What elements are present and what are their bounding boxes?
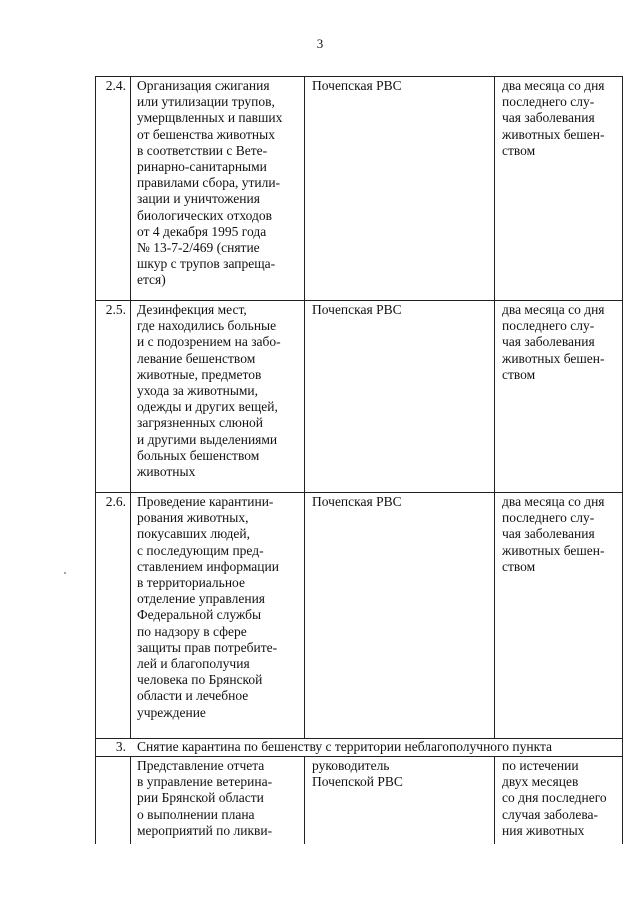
row-executor: руководитель Почепской РВС — [312, 758, 403, 790]
column-divider-3-lower — [494, 756, 495, 844]
section-title: Снятие карантина по бешенству с территории неблагополучного пункта — [137, 739, 552, 754]
row-number: 2.4. — [105, 78, 126, 93]
table-border-right — [622, 76, 623, 844]
row-term: по истечении двух месяцев со дня последнего случая заболева- ния животных — [502, 758, 607, 838]
table-border-top — [95, 76, 623, 77]
section-number: 3. — [115, 739, 126, 754]
column-divider-3 — [494, 76, 495, 738]
row-number: 2.5. — [105, 302, 126, 317]
column-divider-2 — [304, 76, 305, 738]
row-term: два месяца со дня последнего слу- чая заболевания животных бешен- ством — [502, 494, 605, 574]
row-executor: Почепская РВС — [312, 302, 402, 317]
column-divider-1-lower — [130, 756, 131, 844]
row-term: два месяца со дня последнего слу- чая заболевания животных бешен- ством — [502, 302, 605, 382]
row-term: два месяца со дня последнего слу- чая заболевания животных бешен- ством — [502, 78, 605, 158]
row-divider — [95, 492, 623, 493]
row-divider — [95, 300, 623, 301]
column-divider-1 — [130, 76, 131, 738]
row-task: Проведение карантини- рования животных, покусавших людей, с последующим пред- ставлением информации в территориальное отделение управления Федеральной службы по надзору в сфере защиты прав потребите- лей и благополучия человека по Брянской области и лечебное учреждение — [137, 494, 279, 720]
scan-speck — [64, 572, 66, 574]
row-divider — [95, 756, 623, 757]
row-task: Представление отчета в управление ветерина- рии Брянской области о выполнении плана мероприятий по ликви- — [137, 758, 273, 838]
page-number: 3 — [316, 36, 324, 51]
row-number: 2.6. — [105, 494, 126, 509]
row-task: Дезинфекция мест, где находились больные и с подозрением на забо- левание бешенством животные, предметов ухода за животными, одежды и других вещей, загрязненных слюной и другими выделениями больных бешенством животных — [137, 302, 281, 480]
column-divider-2-lower — [304, 756, 305, 844]
row-executor: Почепская РВС — [312, 494, 402, 509]
table-border-left — [95, 76, 96, 844]
row-executor: Почепская РВС — [312, 78, 402, 93]
row-task: Организация сжигания или утилизации трупов, умерщвленных и павших от бешенства животных в соответствии с Вете- ринарно-санитарными правилами сбора, утили- зации и уничтожения биологических отходов от 4 декабря 1995 года № 13-7-2/469 (снятие шкур с трупов запреща- ется) — [137, 78, 283, 288]
